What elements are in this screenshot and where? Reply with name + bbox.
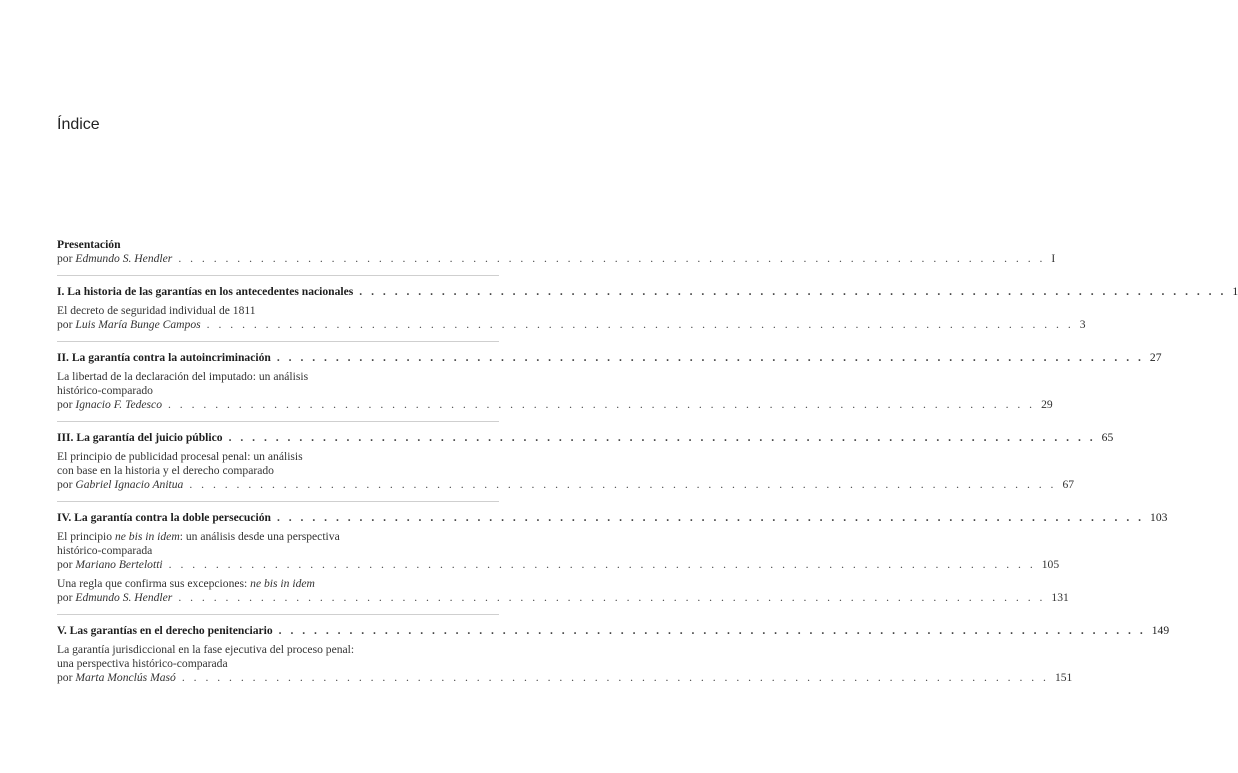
dot-leader: . . . . . . . . . . . . . . . . . . . . . . . . . . . . . . . . . . . . . . . . . . . . . . . . . . . . . . . . . . . . . . . . . . . . . . . . . .	[359, 285, 1227, 298]
page-number: 105	[1041, 558, 1060, 571]
page-number: 1	[1232, 285, 1238, 298]
dot-leader: . . . . . . . . . . . . . . . . . . . . . . . . . . . . . . . . . . . . . . . . . . . . . . . . . . . . . . . . . . . . . . . . . . . . . . . . . .	[228, 431, 1096, 444]
toc-entry	[57, 450, 1075, 492]
entry-title-line: histórico-comparado	[57, 384, 153, 397]
section-heading-row	[57, 431, 1114, 445]
by-label: por	[57, 318, 73, 331]
section-heading: Presentación	[57, 238, 121, 251]
toc-entry-row	[57, 558, 1060, 572]
section-heading: I. La historia de las garantías en los antecedentes nacionales	[57, 285, 354, 298]
entry-title-line: histórico-comparada	[57, 544, 153, 557]
by-label: por	[57, 558, 73, 571]
dot-leader: . . . . . . . . . . . . . . . . . . . . . . . . . . . . . . . . . . . . . . . . . . . . . . . . . . . . . . . . . . . . . . . . . . . . . . . . . .	[181, 671, 1049, 684]
dot-leader: . . . . . . . . . . . . . . . . . . . . . . . . . . . . . . . . . . . . . . . . . . . . . . . . . . . . . . . . . . . . . . . . . . . . . . . . . .	[178, 252, 1046, 265]
toc-entry	[57, 577, 1069, 605]
dot-leader: . . . . . . . . . . . . . . . . . . . . . . . . . . . . . . . . . . . . . . . . . . . . . . . . . . . . . . . . . . . . . . . . . . . . . . . . . .	[168, 398, 1036, 411]
toc-entry	[57, 304, 1086, 332]
page-number: 3	[1079, 318, 1086, 331]
by-label: por	[57, 252, 73, 265]
entry-title: El decreto de seguridad individual de 1811	[57, 304, 256, 317]
dot-leader: . . . . . . . . . . . . . . . . . . . . . . . . . . . . . . . . . . . . . . . . . . . . . . . . . . . . . . . . . . . . . . . . . . . . . . . . . .	[168, 558, 1036, 571]
dot-leader: . . . . . . . . . . . . . . . . . . . . . . . . . . . . . . . . . . . . . . . . . . . . . . . . . . . . . . . . . . . . . . . . . . . . . . . . . .	[276, 511, 1145, 524]
entry-title-line: La libertad de la declaración del imputado: un análisis	[57, 370, 309, 383]
author-name: Luis María Bunge Campos	[75, 318, 201, 331]
dot-leader: . . . . . . . . . . . . . . . . . . . . . . . . . . . . . . . . . . . . . . . . . . . . . . . . . . . . . . . . . . . . . . . . . . . . . . . . . .	[278, 624, 1146, 637]
toc-entry	[57, 530, 1060, 572]
entry-title-line: El principio ne bis in idem: un análisis desde una perspectiva	[57, 530, 340, 543]
entry-title-line: una perspectiva histórico-comparada	[57, 657, 228, 670]
entry-title-line: con base en la historia y el derecho comparado	[57, 464, 274, 477]
section-heading-row	[57, 351, 1162, 365]
page-number: 67	[1062, 478, 1075, 491]
page-number: 103	[1150, 511, 1168, 524]
section-5	[57, 624, 1170, 694]
page-number: I	[1051, 252, 1056, 265]
section-heading: III. La garantía del juicio público	[57, 431, 223, 444]
section-2	[57, 351, 1162, 422]
entry-title-line: La garantía jurisdiccional en la fase ejecutiva del proceso penal:	[57, 643, 355, 656]
by-label: por	[57, 591, 73, 604]
toc-entry-row	[57, 478, 1075, 492]
section-presentacion	[57, 238, 1056, 276]
table-of-contents	[57, 238, 1238, 703]
toc-entry-row	[57, 252, 1056, 266]
entry-title-line: Una regla que confirma sus excepciones: ne bis in idem	[57, 577, 315, 590]
page-number: 131	[1051, 591, 1069, 604]
section-3	[57, 431, 1114, 502]
author-name: Edmundo S. Hendler	[75, 252, 173, 265]
page-number: 149	[1151, 624, 1170, 637]
dot-leader: . . . . . . . . . . . . . . . . . . . . . . . . . . . . . . . . . . . . . . . . . . . . . . . . . . . . . . . . . . . . . . . . . . . . . . . . . .	[276, 351, 1144, 364]
section-heading: II. La garantía contra la autoincriminación	[57, 351, 271, 364]
author-name: Marta Monclús Masó	[75, 671, 176, 684]
page-number: 29	[1041, 398, 1053, 411]
dot-leader: . . . . . . . . . . . . . . . . . . . . . . . . . . . . . . . . . . . . . . . . . . . . . . . . . . . . . . . . . . . . . . . . . . . . . . . . . .	[178, 591, 1046, 604]
by-label: por	[57, 671, 73, 684]
section-heading-row	[57, 285, 1238, 299]
entry-title-line: El principio de publicidad procesal penal: un análisis	[57, 450, 303, 463]
page-title: Índice	[57, 116, 100, 133]
toc-entry	[57, 643, 1073, 685]
author-name: Gabriel Ignacio Anitua	[75, 478, 184, 491]
toc-entry-row	[57, 318, 1086, 332]
page-number: 65	[1101, 431, 1114, 444]
author-name: Ignacio F. Tedesco	[75, 398, 162, 411]
section-heading-row	[57, 511, 1168, 525]
section-heading-row	[57, 624, 1170, 638]
section-heading: V. Las garantías en el derecho penitenciario	[57, 624, 273, 637]
toc-entry-row	[57, 671, 1073, 685]
by-label: por	[57, 398, 73, 411]
author-name: Edmundo S. Hendler	[75, 591, 173, 604]
dot-leader: . . . . . . . . . . . . . . . . . . . . . . . . . . . . . . . . . . . . . . . . . . . . . . . . . . . . . . . . . . . . . . . . . . . . . . . . . .	[189, 478, 1057, 491]
page-number: 27	[1149, 351, 1162, 364]
toc-entry-row	[57, 591, 1069, 605]
author-name: Mariano Bertelotti	[75, 558, 163, 571]
toc-entry-row	[57, 398, 1053, 412]
section-4	[57, 511, 1168, 615]
section-heading: IV. La garantía contra la doble persecución	[57, 511, 271, 524]
section-1	[57, 285, 1238, 342]
toc-entry	[57, 370, 1053, 412]
dot-leader: . . . . . . . . . . . . . . . . . . . . . . . . . . . . . . . . . . . . . . . . . . . . . . . . . . . . . . . . . . . . . . . . . . . . . . . . . .	[206, 318, 1074, 331]
page-number: 151	[1054, 671, 1073, 684]
by-label: por	[57, 478, 73, 491]
